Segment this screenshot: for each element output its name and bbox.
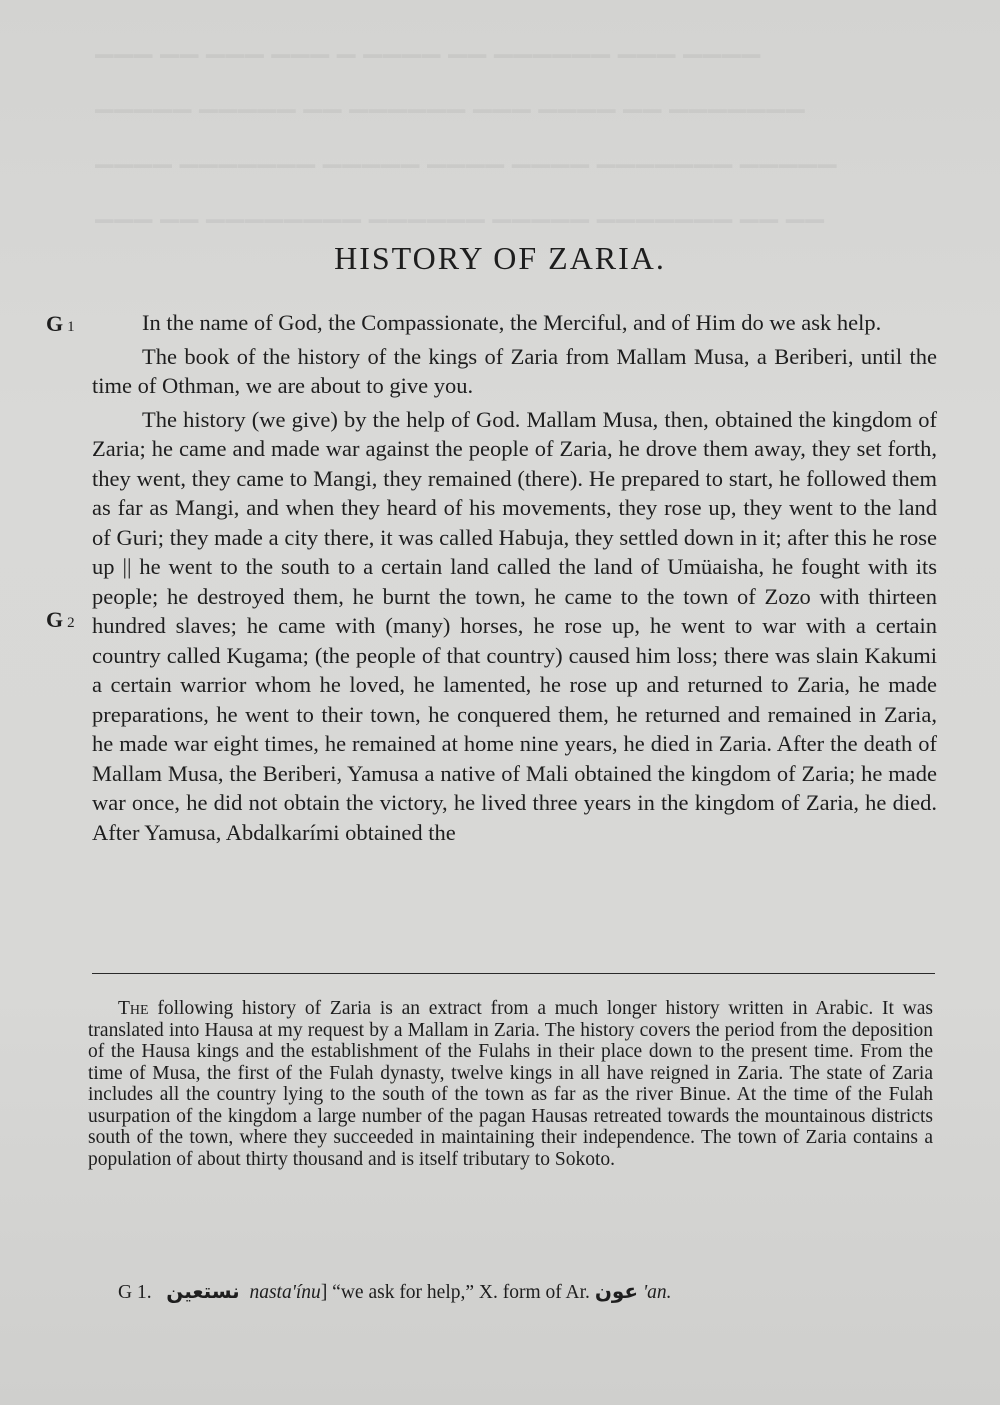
page-title: HISTORY OF ZARIA. — [334, 240, 666, 276]
bleed-through-text: ▁▁▁ ▁▁ ▁▁▁▁▁▁▁▁ ▁▁▁▁▁▁ ▁▁▁▁▁ ▁▁▁▁▁▁▁ ▁▁ ▁▁ — [95, 197, 825, 223]
footnote — [88, 998, 933, 1170]
gloss-transliteration: nasta'ínu — [249, 1282, 321, 1303]
gloss-reference: G 1. — [118, 1282, 152, 1303]
margin-note-letter: G — [46, 311, 64, 336]
paragraph-history — [92, 405, 937, 848]
section-marker: || — [122, 554, 132, 579]
footnote-divider — [92, 973, 935, 974]
gloss-root-transliteration: 'an. — [642, 1282, 672, 1303]
gloss-arabic-word: نستعين — [166, 1279, 240, 1303]
footnote-lead: The — [118, 998, 149, 1019]
history-text-part2: he went to the south to a certain land called the land of Umüaisha, he fought with its people; he destroyed them, he burnt the town, he came to the town of Zozo with thirteen hundred slaves; he came with (many) horses, he rose up, he went to war with a certain country called Kugama; (the people of that country) caused him loss; there was slain Kakumi a certain warrior whom he loved, he lamented, he rose up and returned to Zaria, he made preparations, he went to their town, he conquered them, he returned and remained in Zaria, he made war eight times, he remained at home nine years, he died in Zaria. After the death of Mallam Musa, the Beriberi, Yamusa a native of Mali obtained the kingdom of Zaria; he made war once, he did not obtain the victory, he lived three years in the kingdom of Zaria, he died. After Yamusa, Abdalkarími obtained the — [92, 554, 938, 845]
footnote-text: following history of Zaria is an extract from a much longer history written in Arabic. It was translated into Hausa at my request by a Mallam in Zaria. The history covers the period from the deposition of the Hausa kings and the establishment of the Fulahs in their place down to the present time. From the time of Musa, the first of the Fulah dynasty, twelve kings in all have reigned in Zaria. The state of Zaria includes all the country lying to the south of the town as far as the river Binue. At the time of the Fulah usurpation of the kingdom a large number of the pagan Hausas retreated towards the mountainous districts south of the town, where they succeeded in maintaining their independence. The town of Zaria contains a population of about thirty thousand and is itself tributary to Sokoto. — [88, 998, 933, 1170]
margin-note-g1 — [46, 311, 75, 337]
margin-note-g2 — [46, 607, 75, 633]
paragraph-introduction: The book of the history of the kings of Zaria from Mallam Musa, a Beriberi, until the time of Othman, we are about to give you. — [92, 343, 937, 398]
margin-note-letter: G — [46, 607, 64, 632]
bleed-through-text: ▁▁▁▁ ▁▁▁▁▁▁▁ ▁▁▁▁▁ ▁▁▁▁ ▁▁▁▁ ▁▁▁▁▁▁▁ ▁▁▁▁▁ — [95, 142, 838, 168]
main-text — [92, 308, 937, 851]
margin-note-number: 1 — [67, 319, 75, 335]
gloss-note — [118, 1278, 938, 1306]
gloss-arabic-root: عون — [594, 1279, 639, 1303]
margin-note-number: 2 — [67, 615, 75, 631]
bleed-through-text: ▁▁▁▁▁ ▁▁▁▁▁ ▁▁ ▁▁▁▁▁▁ ▁▁▁ ▁▁▁▁ ▁▁ ▁▁▁▁▁▁▁ — [95, 87, 806, 113]
bleed-through-text: ▁▁▁ ▁▁ ▁▁▁ ▁▁▁ ▁ ▁▁▁▁ ▁▁ ▁▁▁▁▁▁ ▁▁▁ ▁▁▁▁ — [95, 32, 762, 58]
paragraph-invocation: In the name of God, the Compassionate, the Merciful, and of Him do we ask help. — [142, 310, 882, 335]
gloss-meaning: ] “we ask for help,” X. form of Ar. — [320, 1282, 590, 1303]
history-text-part1: The history (we give) by the help of God. Mallam Musa, then, obtained the kingdom of Zaria; he came and made war against the people of Zaria, he drove them away, they set forth, they went, they came to Mangi, they remained (there). He prepared to start, he followed them as far as Mangi, and when they heard of his movements, they rose up, they went to the land of Guri; they made a city there, it was called Habuja, they settled down in it; after this he rose up — [92, 406, 937, 579]
